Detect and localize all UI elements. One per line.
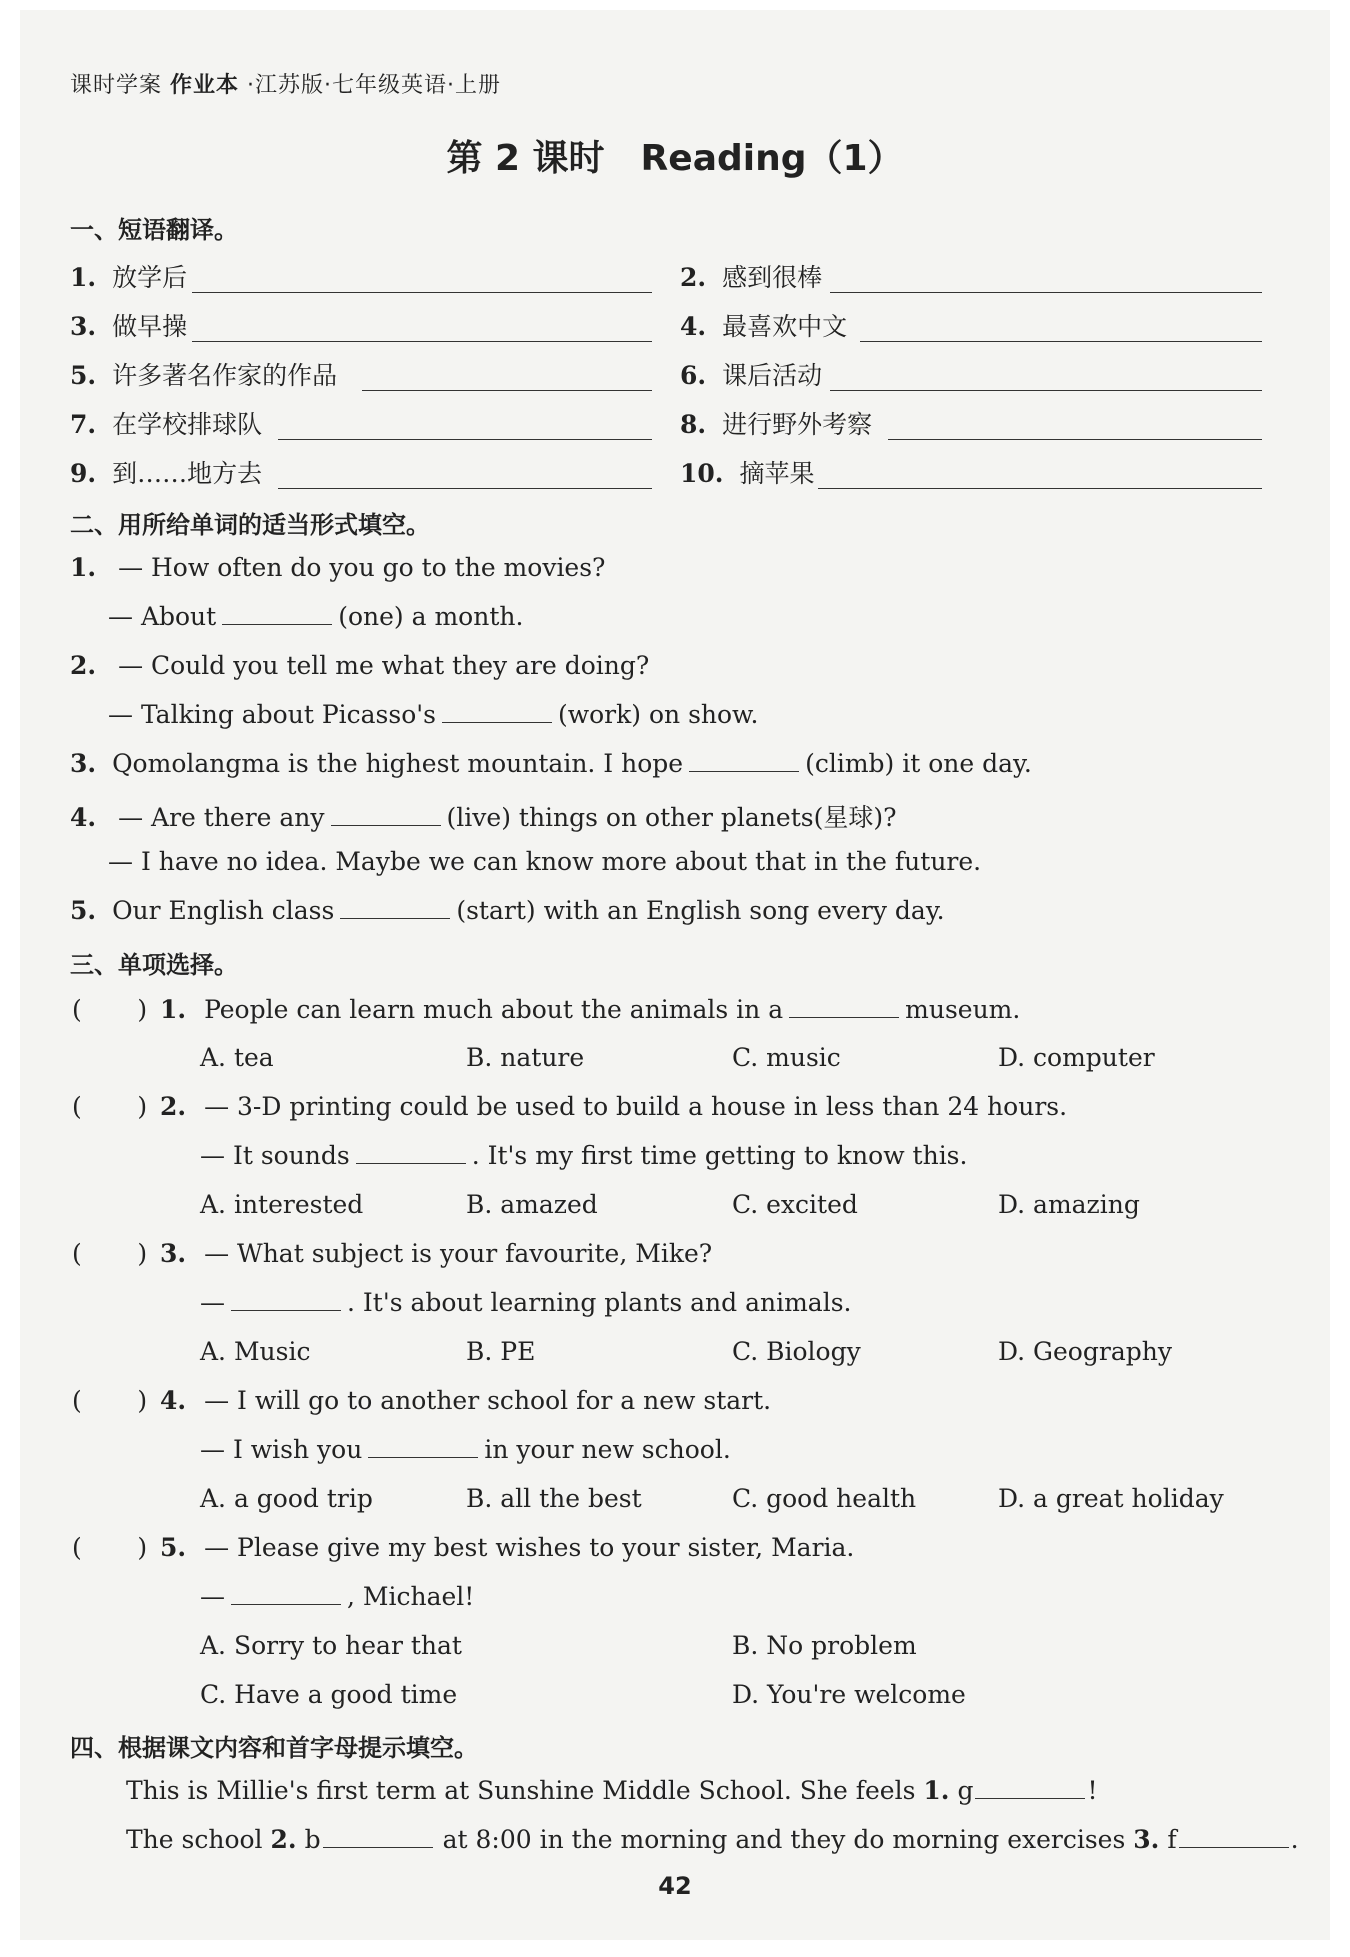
option-b[interactable]: B. nature (466, 1043, 585, 1072)
option-a[interactable]: A. a good trip (200, 1484, 373, 1513)
phrase-item: 3. 做早操 (70, 312, 188, 341)
header-suffix: ·江苏版·七年级英语·上册 (247, 73, 502, 98)
choice-question-2-response: — It sounds . It's my first time getting to know this. (200, 1141, 968, 1170)
header-bold: 作业本 (170, 73, 240, 98)
answer-blank[interactable] (362, 368, 652, 391)
answer-blank[interactable] (442, 700, 552, 723)
answer-blank[interactable] (192, 270, 652, 293)
fill-question-2-response: — Talking about Picasso's (work) on show. (108, 700, 759, 729)
fill-question-5: 5. Our English class (start) with an English song every day. (70, 896, 945, 925)
answer-bracket[interactable]: ( ) (72, 1386, 148, 1415)
answer-bracket[interactable]: ( ) (72, 1092, 148, 1121)
answer-blank[interactable] (222, 602, 332, 625)
fill-question-1-response: — About (one) a month. (108, 602, 524, 631)
choice-question-5-response: — , Michael! (200, 1582, 475, 1611)
option-a[interactable]: A. interested (200, 1190, 364, 1219)
answer-bracket[interactable]: ( ) (72, 995, 148, 1024)
option-a[interactable]: A. Music (200, 1337, 311, 1366)
answer-blank[interactable] (278, 466, 652, 489)
answer-blank[interactable] (860, 319, 1262, 342)
option-b[interactable]: B. No problem (732, 1631, 917, 1660)
answer-blank[interactable] (830, 368, 1262, 391)
header-prefix: 课时学案 (70, 73, 163, 98)
option-c[interactable]: C. Biology (732, 1337, 861, 1366)
answer-blank[interactable] (975, 1776, 1085, 1799)
choice-question-4: 4. — I will go to another school for a new start. (160, 1386, 772, 1415)
phrase-item: 5. 许多著名作家的作品 (70, 361, 338, 390)
answer-blank[interactable] (1179, 1825, 1289, 1848)
option-a[interactable]: A. tea (200, 1043, 274, 1072)
phrase-item: 10. 摘苹果 (680, 459, 815, 488)
section4-heading: 四、根据课文内容和首字母提示填空。 (70, 1734, 478, 1762)
answer-blank (789, 995, 899, 1018)
fill-question-4: 4. — Are there any (live) things on other planets(星球)? (70, 803, 897, 832)
choice-question-2: 2. — 3-D printing could be used to build a house in less than 24 hours. (160, 1092, 1068, 1121)
answer-bracket[interactable]: ( ) (72, 1239, 148, 1268)
option-c[interactable]: C. Have a good time (200, 1680, 458, 1709)
option-c[interactable]: C. good health (732, 1484, 917, 1513)
passage-line-1: This is Millie's first term at Sunshine Middle School. She feels 1. g ! (126, 1776, 1098, 1805)
answer-blank (368, 1435, 478, 1458)
option-d[interactable]: D. a great holiday (998, 1484, 1224, 1513)
book-header (70, 68, 501, 99)
section2-heading: 二、用所给单词的适当形式填空。 (70, 511, 430, 539)
option-b[interactable]: B. amazed (466, 1190, 598, 1219)
answer-bracket[interactable]: ( ) (72, 1533, 148, 1562)
fill-question-2: 2. — Could you tell me what they are doing? (70, 651, 650, 680)
answer-blank (231, 1582, 341, 1605)
option-d[interactable]: D. computer (998, 1043, 1155, 1072)
choice-question-5: 5. — Please give my best wishes to your sister, Maria. (160, 1533, 855, 1562)
option-d[interactable]: D. amazing (998, 1190, 1140, 1219)
option-c[interactable]: C. excited (732, 1190, 858, 1219)
answer-blank[interactable] (888, 417, 1262, 440)
choice-question-4-response: — I wish you in your new school. (200, 1435, 731, 1464)
phrase-item: 8. 进行野外考察 (680, 410, 873, 439)
answer-blank[interactable] (331, 803, 441, 826)
answer-blank (356, 1141, 466, 1164)
answer-blank[interactable] (340, 896, 450, 919)
page-title: 第 2 课时 Reading（1） (446, 138, 904, 179)
option-b[interactable]: B. all the best (466, 1484, 642, 1513)
passage-line-2: The school 2. b at 8:00 in the morning and they do morning exercises 3. f . (126, 1825, 1299, 1854)
option-d[interactable]: D. You're welcome (732, 1680, 966, 1709)
fill-question-4-response: — I have no idea. Maybe we can know more about that in the future. (108, 847, 982, 876)
option-d[interactable]: D. Geography (998, 1337, 1172, 1366)
option-b[interactable]: B. PE (466, 1337, 536, 1366)
answer-blank[interactable] (323, 1825, 433, 1848)
answer-blank[interactable] (689, 749, 799, 772)
answer-blank[interactable] (192, 319, 652, 342)
option-c[interactable]: C. music (732, 1043, 841, 1072)
answer-blank[interactable] (818, 466, 1262, 489)
answer-blank[interactable] (830, 270, 1262, 293)
phrase-item: 7. 在学校排球队 (70, 410, 263, 439)
section1-heading: 一、短语翻译。 (70, 216, 238, 244)
fill-question-3: 3. Qomolangma is the highest mountain. I hope (climb) it one day. (70, 749, 1032, 778)
page-number: 42 (658, 1872, 692, 1900)
phrase-item: 9. 到……地方去 (70, 459, 263, 488)
answer-blank (231, 1288, 341, 1311)
fill-question-1: 1. — How often do you go to the movies? (70, 553, 606, 582)
choice-question-3: 3. — What subject is your favourite, Mike? (160, 1239, 713, 1268)
phrase-item: 6. 课后活动 (680, 361, 823, 390)
section3-heading: 三、单项选择。 (70, 951, 238, 979)
option-a[interactable]: A. Sorry to hear that (200, 1631, 462, 1660)
phrase-item: 2. 感到很棒 (680, 263, 823, 292)
choice-question-1: 1. People can learn much about the animals in a museum. (160, 995, 1021, 1024)
choice-question-3-response: — . It's about learning plants and animals. (200, 1288, 852, 1317)
phrase-item: 1. 放学后 (70, 263, 188, 292)
phrase-item: 4. 最喜欢中文 (680, 312, 848, 341)
answer-blank[interactable] (278, 417, 652, 440)
